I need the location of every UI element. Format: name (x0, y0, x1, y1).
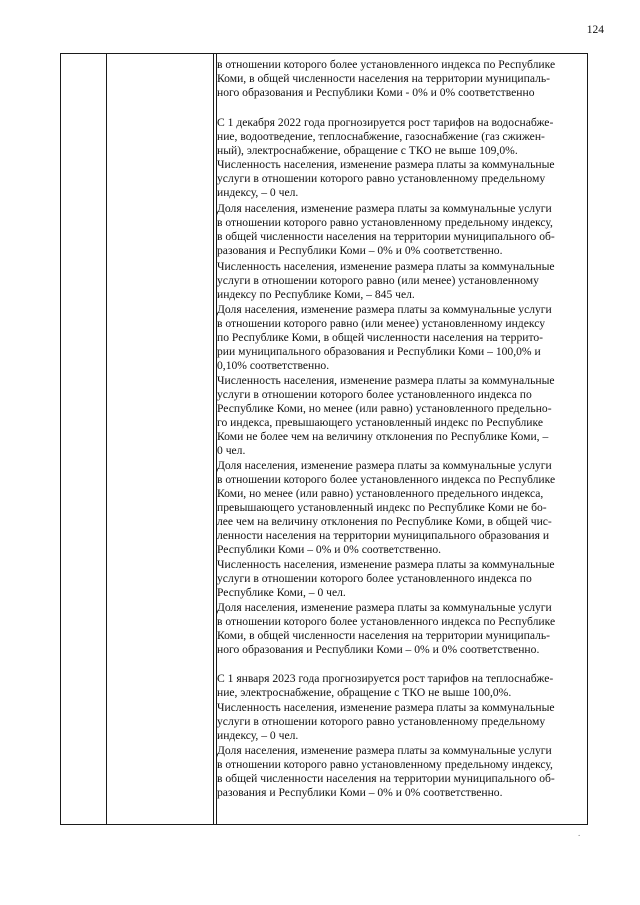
text-line: 0 чел. (217, 444, 246, 457)
text-line: разования и Республики Коми – 0% и 0% соответственно. (217, 786, 503, 799)
column-divider-1 (106, 54, 107, 824)
text-line: Доля населения, изменение размера платы за коммунальные услуги (217, 601, 552, 614)
text-line: Численность населения, изменение размера платы за коммунальные (217, 260, 555, 273)
column-divider-2 (213, 54, 214, 824)
text-line: услуги в отношении которого равно установленному предельному (217, 172, 546, 185)
text-line: Республике Коми, но менее (или равно) установленного предельно- (217, 402, 552, 415)
text-line: Доля населения, изменение размера платы за коммунальные услуги (217, 303, 552, 316)
text-line: по Республике Коми, в общей численности населения на террито- (217, 331, 544, 344)
text-line: в отношении которого более установленного индекса по Республике (217, 58, 556, 71)
text-line: Коми, в общей численности населения на территории муниципаль- (217, 72, 551, 85)
text-line: Численность населения, изменение размера платы за коммунальные (217, 374, 555, 387)
scan-dot-mark: . (578, 828, 581, 838)
text-line: разования и Республики Коми – 0% и 0% соответственно. (217, 244, 503, 257)
text-line: ленности населения на территории муниципального образования и (217, 529, 550, 542)
text-line: рии муниципального образования и Республики Коми – 100,0% и (217, 345, 541, 358)
text-line: в общей численности населения на территории муниципального об- (217, 772, 555, 785)
text-line: индексу, – 0 чел. (217, 186, 299, 199)
text-line: в отношении которого более установленного индекса по Республике (217, 473, 556, 486)
text-line: С 1 декабря 2022 года прогнозируется рост тарифов на водоснабже- (217, 116, 554, 129)
text-line: Республике Коми, – 0 чел. (217, 586, 346, 599)
text-line: 0,10% соответственно. (217, 359, 330, 372)
text-line: в отношении которого равно установленному предельному индексу, (217, 216, 553, 229)
text-line: ние, электроснабжение, обращение с ТКО не выше 100,0%. (217, 686, 512, 699)
text-line: Доля населения, изменение размера платы за коммунальные услуги (217, 459, 552, 472)
text-line: услуги в отношении которого равно (или менее) установленному (217, 274, 539, 287)
text-line: ный), электроснабжение, обращение с ТКО не выше 109,0%. (217, 144, 518, 157)
text-line: лее чем на величину отклонения по Республике Коми, в общей чис- (217, 515, 552, 528)
text-line: Доля населения, изменение размера платы за коммунальные услуги (217, 202, 552, 215)
text-line: индексу, – 0 чел. (217, 729, 299, 742)
text-line: Доля населения, изменение размера платы за коммунальные услуги (217, 744, 552, 757)
text-line: ного образования и Республики Коми - 0% и 0% соответственно (217, 86, 535, 99)
text-line: Численность населения, изменение размера платы за коммунальные (217, 701, 555, 714)
text-line: Коми, в общей численности населения на территории муниципаль- (217, 629, 551, 642)
text-line: Численность населения, изменение размера платы за коммунальные (217, 558, 555, 571)
text-line: превышающего установленный индекс по Республике Коми не бо- (217, 501, 547, 514)
text-line: Коми, но менее (или равно) установленного предельного индекса, (217, 487, 544, 500)
text-line: в отношении которого более установленного индекса по Республике (217, 615, 556, 628)
text-line: в отношении которого равно (или менее) установленному индексу (217, 317, 545, 330)
text-line: Коми не более чем на величину отклонения по Республике Коми, – (217, 430, 549, 443)
text-line: С 1 января 2023 года прогнозируется рост тарифов на теплоснабже- (217, 672, 554, 685)
page-number: 124 (586, 24, 604, 36)
text-line: услуги в отношении которого более установленного индекса по (217, 572, 532, 585)
text-line: ного образования и Республики Коми – 0% и 0% соответственно. (217, 643, 540, 656)
text-line: услуги в отношении которого равно установленному предельному (217, 715, 546, 728)
text-line: в отношении которого равно установленному предельному индексу, (217, 758, 553, 771)
text-line: услуги в отношении которого более установленного индекса по (217, 388, 532, 401)
text-line: индексу по Республике Коми, – 845 чел. (217, 288, 415, 301)
text-line: Численность населения, изменение размера платы за коммунальные (217, 158, 555, 171)
text-line: го индекса, превышающего установленный индекс по Республике (217, 416, 543, 429)
text-line: Республики Коми – 0% и 0% соответственно. (217, 543, 442, 556)
text-line: в общей численности населения на территории муниципального об- (217, 230, 555, 243)
text-line: ние, водоотведение, теплоснабжение, газоснабжение (газ сжижен- (217, 130, 545, 143)
